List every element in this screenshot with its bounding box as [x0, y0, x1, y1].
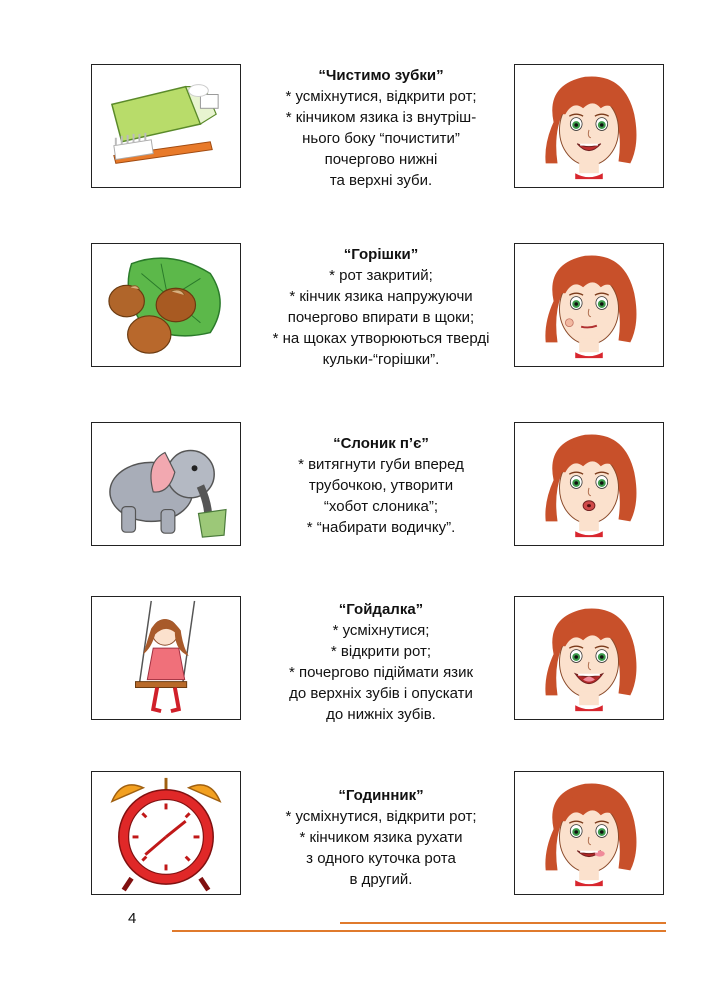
girl-face-lips-forward: [515, 423, 663, 545]
exercise-1-line: * кінчиком язика із внутріш-: [285, 109, 477, 126]
exercise-1-line: та верхні зуби.: [329, 172, 433, 189]
girl-face-tongue-up: [515, 597, 663, 719]
exercise-3-line: * “набирати водичку”.: [306, 519, 456, 536]
exercise-3-line: * витягнути губи вперед: [298, 456, 464, 473]
exercise-2-title: “Горішки”: [343, 246, 419, 263]
exercise-5-face: [514, 771, 664, 895]
exercise-3-face: [514, 422, 664, 546]
exercise-5-picture: [91, 771, 241, 895]
exercise-3-picture: [91, 422, 241, 546]
exercise-2-picture: [91, 243, 241, 367]
exercise-1-text: [250, 65, 512, 191]
exercise-4-face: [514, 596, 664, 720]
exercise-5-line: * кінчиком язика рухати: [299, 829, 463, 846]
exercise-4-line: * відкрити рот;: [330, 643, 432, 660]
exercise-1-face: [514, 64, 664, 188]
exercise-2-face: [514, 243, 664, 367]
exercise-1-title: “Чистимо зубки”: [318, 67, 444, 84]
exercise-5-line: в другий.: [349, 871, 413, 888]
exercise-1-line: нього боку “почистити”: [302, 130, 460, 147]
exercise-1-line: почергово нижні: [324, 151, 438, 168]
exercise-5-line: * усміхнутися, відкрити рот;: [285, 808, 477, 825]
exercise-4-picture: [91, 596, 241, 720]
footer-rule-bottom: [172, 930, 666, 932]
exercise-3-line: трубочкою, утворити: [308, 477, 454, 494]
exercise-2-line: * на щоках утворюються тверді: [272, 330, 490, 347]
exercise-2-line: кульки-“горішки”.: [322, 351, 440, 368]
exercise-2-line: * кінчик язика напружуючи: [289, 288, 473, 305]
toothpaste-toothbrush-illustration: [92, 65, 240, 187]
hazelnuts-illustration: [92, 244, 240, 366]
page-number: 4: [128, 910, 137, 927]
exercise-4-line: до нижніх зубів.: [326, 706, 436, 723]
exercise-1-picture: [91, 64, 241, 188]
exercise-5-line: з одного куточка рота: [306, 850, 456, 867]
girl-face-tongue-side: [515, 772, 663, 894]
exercise-4-text: [250, 599, 512, 725]
exercise-5-text: [250, 785, 512, 890]
exercise-5-title: “Годинник”: [338, 787, 424, 804]
footer-rule-top: [340, 922, 666, 924]
exercise-2-text: [250, 244, 512, 370]
exercise-2-line: * рот закритий;: [329, 267, 433, 284]
exercise-4-line: * почергово підіймати язик: [288, 664, 474, 681]
exercise-4-title: “Гойдалка”: [338, 601, 424, 618]
girl-face-smile-open-mouth: [515, 65, 663, 187]
exercise-1-line: * усміхнутися, відкрити рот;: [285, 88, 477, 105]
exercise-3-line: “хобот слоника”;: [323, 498, 439, 515]
girl-on-swing-illustration: [92, 597, 240, 719]
girl-face-cheek-bulge: [515, 244, 663, 366]
exercise-4-line: до верхніх зубів і опускати: [289, 685, 473, 702]
exercise-4-line: * усміхнутися;: [332, 622, 430, 639]
elephant-illustration: [92, 423, 240, 545]
alarm-clock-illustration: [92, 772, 240, 894]
exercise-3-title: “Слоник п’є”: [333, 435, 429, 452]
exercise-2-line: почергово впирати в щоки;: [287, 309, 475, 326]
exercise-3-text: [250, 433, 512, 538]
